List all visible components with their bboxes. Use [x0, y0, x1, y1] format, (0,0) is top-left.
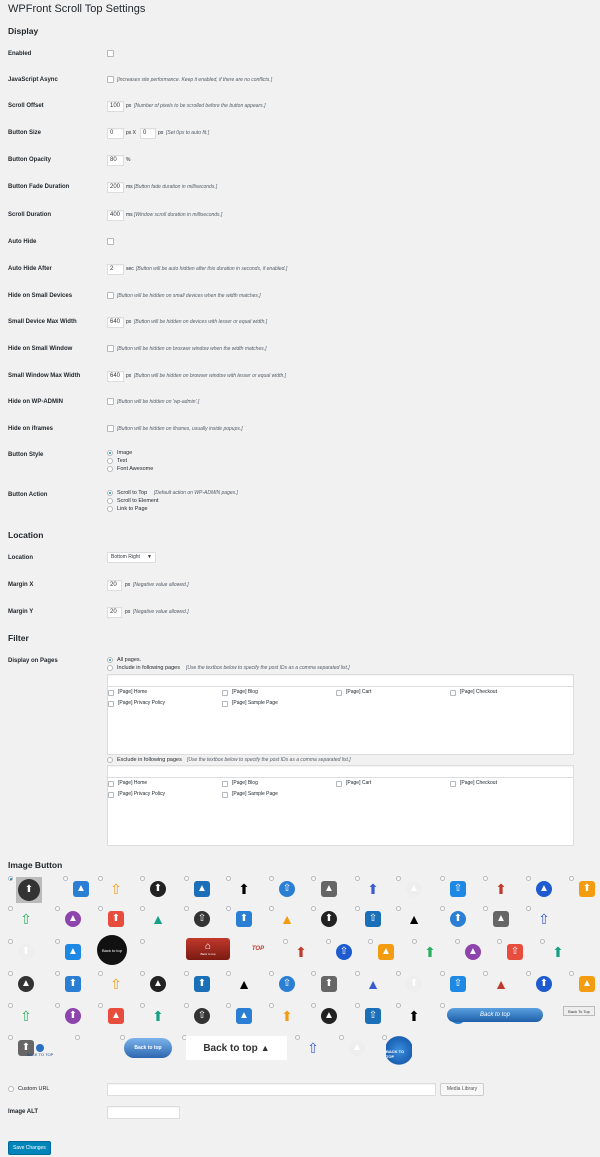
margin-y-hint: [Negative value allowed.] — [133, 609, 189, 615]
image-option-radio[interactable] — [326, 939, 331, 944]
section-filter: Filter — [8, 633, 29, 643]
exclude-sample-label: [Page] Sample Page — [232, 791, 278, 797]
arrow-up-icon[interactable]: ⬆ — [16, 942, 36, 962]
image-option-radio[interactable] — [396, 971, 401, 976]
image-option-radio[interactable] — [8, 1003, 13, 1008]
button-action-label: Button Action — [8, 492, 48, 498]
hide-iframes-hint: [Button will be hidden on iframes, usually inside popups.] — [117, 426, 243, 432]
hide-wpadmin-hint: [Button will be hidden on 'wp-admin'.] — [117, 399, 200, 405]
arrow-up-icon[interactable]: ⬆ — [16, 1038, 36, 1058]
arrow-up-icon[interactable]: ▲ — [63, 942, 83, 962]
image-option-radio[interactable] — [184, 971, 189, 976]
image-option-radio[interactable] — [8, 906, 13, 911]
hide-small-devices-label: Hide on Small Devices — [8, 293, 73, 299]
arrow-up-icon[interactable]: ▲ — [148, 974, 168, 994]
include-home-label: [Page] Home — [118, 689, 148, 695]
js-async-hint: [Increases site performance. Keep it enabled, if there are no conflicts.] — [117, 77, 273, 83]
arrow-up-icon[interactable]: ▲ — [280, 911, 294, 927]
arrow-up-icon[interactable]: ⬆ — [192, 974, 212, 994]
button-size-unit: px — [158, 130, 164, 136]
back-to-top-icon-text-label: BACK TO TOP — [26, 1051, 54, 1057]
button-style-text-radio[interactable] — [107, 458, 113, 464]
action-link-page-radio[interactable] — [107, 506, 113, 512]
arrow-up-icon[interactable]: ▲ — [534, 879, 554, 899]
small-device-width-hint: [Button will be hidden on devices with lesser or equal width.] — [134, 319, 268, 325]
arrow-up-icon[interactable]: ⇧ — [334, 942, 354, 962]
button-style-text-label: Text — [117, 458, 128, 464]
include-pages-radio[interactable] — [107, 665, 113, 671]
display-on-pages-label: Display on Pages — [8, 658, 58, 664]
image-option-radio[interactable] — [368, 939, 373, 944]
exclude-blog-checkbox[interactable] — [222, 781, 228, 787]
include-pages-label: Include in following pages — [117, 665, 180, 671]
triangle-up-icon: ▲ — [260, 1043, 270, 1053]
image-option-radio[interactable] — [483, 971, 488, 976]
image-option-radio[interactable] — [497, 939, 502, 944]
arrow-up-icon[interactable]: ▲ — [234, 1006, 254, 1026]
arrow-up-icon[interactable]: ⬆ — [404, 974, 424, 994]
arrow-up-icon[interactable]: ⇧ — [307, 1040, 319, 1056]
image-option-radio[interactable] — [569, 876, 574, 881]
back-to-top-blue-pill-label: Back to top — [134, 1045, 162, 1051]
image-option-radio[interactable] — [440, 906, 445, 911]
margin-x-unit: px — [125, 582, 131, 588]
back-to-top-black-circle-label: Back to top — [101, 947, 122, 953]
image-option-radio[interactable] — [140, 939, 145, 944]
all-pages-radio[interactable] — [107, 657, 113, 663]
js-async-label: JavaScript Async — [8, 77, 58, 83]
image-alt-input[interactable] — [107, 1106, 180, 1119]
arrow-up-icon[interactable]: ⇧ — [363, 909, 383, 929]
hide-small-devices-checkbox[interactable] — [107, 292, 114, 299]
hide-wpadmin-checkbox[interactable] — [107, 398, 114, 405]
top-label-text: TOP — [251, 946, 265, 952]
image-option-radio[interactable] — [440, 971, 445, 976]
small-device-width-label: Small Device Max Width — [8, 319, 77, 325]
arrow-up-icon[interactable]: ⇧ — [110, 881, 122, 897]
include-checkout-checkbox[interactable] — [450, 690, 456, 696]
arrow-up-icon[interactable]: ⇧ — [20, 1008, 32, 1024]
image-option-radio[interactable] — [269, 906, 274, 911]
image-option-radio[interactable] — [8, 1035, 13, 1040]
fade-duration-hint: [Button fade duration in milliseconds.] — [134, 184, 218, 190]
arrow-up-icon[interactable]: ▲ — [106, 1006, 126, 1026]
arrow-up-icon[interactable]: ▲ — [491, 909, 511, 929]
image-option-radio[interactable] — [440, 1003, 445, 1008]
arrow-up-icon[interactable]: ▲ — [192, 879, 212, 899]
back-to-top-small-image[interactable] — [563, 1006, 595, 1016]
include-blog-label: [Page] Blog — [232, 689, 258, 695]
back-to-top-pill-label: Back to top — [479, 1012, 511, 1018]
auto-hide-after-input[interactable]: 2 — [107, 264, 124, 275]
page-title: WPFront Scroll Top Settings — [8, 3, 146, 15]
image-option-radio[interactable] — [75, 1035, 80, 1040]
image-option-radio[interactable] — [396, 876, 401, 881]
arrow-up-icon[interactable]: ▲ — [151, 911, 165, 927]
exclude-checkout-label: [Page] Checkout — [460, 780, 497, 786]
arrow-up-icon[interactable]: ⬆ — [319, 909, 339, 929]
action-scroll-top-label: Scroll to Top — [117, 490, 148, 496]
exclude-pages-hint: [Use the textbox below to specify the post IDs as a comma separated list.] — [187, 757, 351, 763]
enabled-checkbox[interactable] — [107, 50, 114, 57]
scroll-offset-label: Scroll Offset — [8, 103, 44, 109]
house-icon: ⌂ — [204, 941, 212, 952]
image-option-radio[interactable] — [483, 876, 488, 881]
include-cart-checkbox[interactable] — [336, 690, 342, 696]
arrow-up-icon[interactable]: ⬆ — [295, 944, 307, 960]
arrow-up-icon[interactable]: ⬆ — [448, 909, 468, 929]
image-option-radio[interactable] — [226, 1003, 231, 1008]
exclude-home-label: [Page] Home — [118, 780, 148, 786]
include-privacy-checkbox[interactable] — [108, 701, 114, 707]
back-to-top-red-house-image[interactable] — [186, 938, 230, 960]
hide-small-window-hint: [Button will be hidden on broswer window when the width matches.] — [117, 346, 267, 352]
small-device-width-input[interactable]: 640 — [107, 317, 124, 328]
auto-hide-checkbox[interactable] — [107, 238, 114, 245]
arrow-up-icon[interactable]: ⬆ — [495, 881, 507, 897]
include-pages-hint: [Use the textbox below to specify the post IDs as a comma separated list.] — [186, 665, 350, 671]
back-to-top-small-label: Back To Top — [568, 1008, 590, 1014]
margin-x-input[interactable]: 20 — [107, 580, 122, 591]
exclude-blog-label: [Page] Blog — [232, 780, 258, 786]
button-style-fa-label: Font Awesome — [117, 466, 154, 472]
exclude-home-checkbox[interactable] — [108, 781, 114, 787]
margin-x-label: Margin X — [8, 582, 34, 588]
auto-hide-label: Auto Hide — [8, 239, 37, 245]
small-window-width-unit: px — [126, 373, 132, 379]
scroll-offset-input[interactable]: 100 — [107, 101, 124, 112]
arrow-up-icon[interactable]: ▲ — [71, 879, 91, 899]
include-sample-label: [Page] Sample Page — [232, 700, 278, 706]
fade-duration-input[interactable]: 200 — [107, 182, 124, 193]
image-option-radio[interactable] — [540, 939, 545, 944]
image-option-radio[interactable] — [269, 971, 274, 976]
scroll-duration-hint: [Window scroll duration in milliseconds.] — [134, 212, 223, 218]
arrow-up-icon[interactable]: ⬆ — [63, 974, 83, 994]
custom-url-label: Custom URL — [18, 1086, 50, 1092]
arrow-up-icon[interactable]: ⬆ — [63, 1006, 83, 1026]
arrow-up-icon[interactable]: ▲ — [494, 976, 508, 992]
arrow-up-icon[interactable]: ⇧ — [363, 1006, 383, 1026]
image-option-radio[interactable] — [184, 1003, 189, 1008]
image-option-radio[interactable] — [98, 971, 103, 976]
location-label: Location — [8, 555, 33, 561]
arrow-up-icon[interactable]: ⬆ — [281, 1008, 293, 1024]
arrow-up-icon[interactable]: ⇧ — [448, 879, 468, 899]
custom-url-input[interactable] — [107, 1083, 436, 1096]
arrow-up-icon[interactable]: ⬆ — [106, 909, 126, 929]
back-to-top-pill-image[interactable] — [447, 1008, 543, 1022]
arrow-up-icon[interactable]: ⬆ — [552, 944, 564, 960]
image-option-radio[interactable] — [55, 971, 60, 976]
button-size-hint: [Set 0px to auto fit.] — [166, 130, 210, 136]
action-link-page-label: Link to Page — [117, 506, 148, 512]
arrow-up-icon[interactable]: ⇧ — [20, 911, 32, 927]
arrow-up-icon[interactable]: ⬆ — [152, 1008, 164, 1024]
arrow-up-icon[interactable]: ⇧ — [538, 911, 550, 927]
image-option-radio[interactable] — [8, 971, 13, 976]
small-window-width-label: Small Window Max Width — [8, 373, 81, 379]
image-option-radio[interactable] — [483, 906, 488, 911]
arrow-up-icon[interactable]: ⬆ — [234, 909, 254, 929]
auto-hide-after-label: Auto Hide After — [8, 266, 52, 272]
arrow-up-icon[interactable]: ⇧ — [277, 879, 297, 899]
arrow-up-icon[interactable]: ▲ — [404, 879, 424, 899]
include-blog-checkbox[interactable] — [222, 690, 228, 696]
arrow-up-icon[interactable]: ▲ — [366, 976, 380, 992]
js-async-checkbox[interactable] — [107, 76, 114, 83]
fade-duration-unit: ms — [126, 184, 133, 190]
image-option-radio[interactable] — [311, 906, 316, 911]
arrow-up-icon[interactable]: ⇧ — [110, 976, 122, 992]
back-to-top-large-label: Back to top — [203, 1042, 258, 1054]
image-option-radio[interactable] — [355, 906, 360, 911]
image-option-radio[interactable] — [412, 939, 417, 944]
button-size-label: Button Size — [8, 130, 41, 136]
button-style-label: Button Style — [8, 452, 44, 458]
image-option-radio[interactable] — [311, 971, 316, 976]
image-option-radio[interactable] — [98, 906, 103, 911]
button-opacity-input[interactable]: 80 — [107, 155, 124, 166]
image-option-radio[interactable] — [269, 1003, 274, 1008]
exclude-checkout-checkbox[interactable] — [450, 781, 456, 787]
action-scroll-top-hint: [Default action on WP-ADMIN pages.] — [154, 490, 238, 496]
image-option-radio[interactable] — [569, 971, 574, 976]
button-style-image-radio[interactable] — [107, 450, 113, 456]
image-option-radio[interactable] — [396, 1003, 401, 1008]
button-width-input[interactable]: 0 — [107, 128, 124, 139]
small-device-width-unit: px — [126, 319, 132, 325]
image-option-radio[interactable] — [355, 876, 360, 881]
arrow-up-icon[interactable]: ▲ — [319, 879, 339, 899]
arrow-up-icon[interactable]: ▲ — [407, 911, 421, 927]
margin-x-hint: [Negative value allowed.] — [133, 582, 189, 588]
exclude-sample-checkbox[interactable] — [222, 792, 228, 798]
arrow-up-icon[interactable]: ⬆ — [148, 879, 168, 899]
image-option-radio[interactable] — [526, 906, 531, 911]
image-option-radio[interactable] — [55, 1003, 60, 1008]
back-to-top-icon-text-image[interactable] — [18, 1040, 62, 1060]
all-pages-label: All pages. — [117, 657, 142, 663]
action-scroll-top-radio[interactable] — [107, 490, 113, 496]
image-option-radio[interactable] — [226, 876, 231, 881]
image-option-radio[interactable] — [311, 1003, 316, 1008]
exclude-cart-checkbox[interactable] — [336, 781, 342, 787]
scroll-duration-label: Scroll Duration — [8, 212, 52, 218]
action-scroll-element-label: Scroll to Element — [117, 498, 159, 504]
back-to-top-blue-pill-image[interactable] — [124, 1038, 172, 1058]
button-size-unit-x: px X — [126, 130, 137, 136]
margin-y-unit: px — [125, 609, 131, 615]
button-style-fa-radio[interactable] — [107, 466, 113, 472]
arrow-up-icon[interactable]: ▲ — [63, 909, 83, 929]
arrow-up-icon[interactable]: ▲ — [237, 976, 251, 992]
arrow-up-icon[interactable]: ⬆ — [408, 1008, 420, 1024]
hide-small-window-label: Hide on Small Window — [8, 346, 73, 352]
image-option-radio[interactable] — [140, 876, 145, 881]
image-option-radio[interactable] — [98, 1003, 103, 1008]
arrow-up-icon[interactable]: ⇧ — [192, 1006, 212, 1026]
image-alt-label: Image ALT — [8, 1109, 39, 1115]
include-privacy-label: [Page] Privacy Policy — [118, 700, 165, 706]
exclude-privacy-checkbox[interactable] — [108, 792, 114, 798]
enabled-label: Enabled — [8, 51, 32, 57]
arrow-up-icon[interactable]: ⇧ — [448, 974, 468, 994]
arrow-up-icon[interactable]: ⬆ — [534, 974, 554, 994]
image-option-radio[interactable] — [63, 876, 68, 881]
fade-duration-label: Button Fade Duration — [8, 184, 70, 190]
image-option-radio[interactable] — [140, 1003, 145, 1008]
image-option-radio[interactable] — [8, 939, 13, 944]
back-to-top-red-house-label: Back to top — [200, 952, 216, 956]
image-option-radio[interactable] — [55, 939, 60, 944]
section-image-button: Image Button — [8, 860, 63, 870]
image-option-radio[interactable] — [455, 939, 460, 944]
back-to-top-black-circle-image[interactable] — [97, 935, 127, 965]
image-option-radio[interactable] — [396, 906, 401, 911]
image-option-radio[interactable] — [526, 876, 531, 881]
arrow-up-icon[interactable]: ⬆ — [577, 879, 597, 899]
arrow-up-icon[interactable]: ⬆ — [319, 974, 339, 994]
include-pages-list[interactable] — [107, 686, 574, 755]
image-option-radio[interactable] — [440, 876, 445, 881]
scroll-offset-unit: px — [126, 103, 132, 109]
arrow-up-icon[interactable]: ▲ — [347, 1038, 367, 1058]
image-option-radio[interactable] — [98, 876, 103, 881]
margin-y-input[interactable]: 20 — [107, 607, 122, 618]
location-select[interactable] — [107, 552, 156, 563]
auto-hide-after-unit: sec — [126, 266, 134, 272]
exclude-pages-label: Exclude in following pages — [117, 757, 182, 763]
image-option-radio[interactable] — [8, 876, 13, 881]
scroll-duration-unit: ms — [126, 212, 133, 218]
include-home-checkbox[interactable] — [108, 690, 114, 696]
image-option-radio[interactable] — [355, 1003, 360, 1008]
back-to-top-splash-label: BACK TO TOP — [386, 1049, 405, 1059]
image-option-radio[interactable] — [526, 971, 531, 976]
chevron-down-icon: ▼ — [147, 554, 152, 560]
include-sample-checkbox[interactable] — [222, 701, 228, 707]
arrow-up-icon[interactable]: ⬆ — [16, 877, 42, 903]
arrow-up-icon[interactable]: ▲ — [16, 974, 36, 994]
scroll-duration-input[interactable]: 400 — [107, 210, 124, 221]
auto-hide-after-hint: [Button will be auto hidden after this duration in seconds, if enabled.] — [136, 266, 288, 272]
button-opacity-label: Button Opacity — [8, 157, 51, 163]
hide-small-window-checkbox[interactable] — [107, 345, 114, 352]
back-to-top-splash-image[interactable] — [386, 1036, 412, 1072]
arrow-up-icon[interactable]: ▲ — [463, 942, 483, 962]
button-style-image-label: Image — [117, 450, 133, 456]
arrow-up-icon[interactable]: ▲ — [319, 1006, 339, 1026]
hide-small-devices-hint: [Button will be hidden on small devices when the width matches.] — [117, 293, 261, 299]
section-location: Location — [8, 530, 44, 540]
small-window-width-input[interactable]: 640 — [107, 371, 124, 382]
image-option-radio[interactable] — [226, 971, 231, 976]
small-window-width-hint: [Button will be hidden on browser window with lesser or equal width.] — [134, 373, 287, 379]
button-opacity-unit: % — [126, 157, 131, 163]
image-option-radio[interactable] — [295, 1035, 300, 1040]
margin-y-label: Margin Y — [8, 609, 34, 615]
location-select-value: Bottom Right — [111, 554, 140, 560]
arrow-up-icon[interactable]: ▲ — [376, 942, 396, 962]
image-option-radio[interactable] — [55, 906, 60, 911]
arrow-up-icon[interactable]: ⬆ — [238, 881, 250, 897]
include-checkout-label: [Page] Checkout — [460, 689, 497, 695]
include-cart-label: [Page] Cart — [346, 689, 372, 695]
back-to-top-large-text-image[interactable] — [186, 1036, 287, 1060]
image-option-radio[interactable] — [140, 971, 145, 976]
exclude-privacy-label: [Page] Privacy Policy — [118, 791, 165, 797]
arrow-up-icon[interactable]: ⬆ — [367, 881, 379, 897]
hide-wpadmin-label: Hide on WP-ADMIN — [8, 399, 63, 405]
custom-url-radio[interactable] — [8, 1086, 14, 1092]
exclude-cart-label: [Page] Cart — [346, 780, 372, 786]
image-option-radio[interactable] — [269, 876, 274, 881]
hide-iframes-label: Hide on iframes — [8, 426, 54, 432]
exclude-pages-list[interactable] — [107, 777, 574, 846]
section-display: Display — [8, 26, 39, 36]
image-option-radio[interactable] — [339, 1035, 344, 1040]
hide-iframes-checkbox[interactable] — [107, 425, 114, 432]
image-option-radio[interactable] — [140, 906, 145, 911]
action-scroll-element-radio[interactable] — [107, 498, 113, 504]
arrow-up-icon[interactable]: ▲ — [577, 974, 597, 994]
image-option-radio[interactable] — [283, 939, 288, 944]
image-option-radio[interactable] — [226, 906, 231, 911]
save-changes-button[interactable]: Save Changes — [8, 1141, 51, 1155]
image-option-radio[interactable] — [120, 1035, 125, 1040]
image-option-radio[interactable] — [184, 906, 189, 911]
arrow-up-icon[interactable]: ⇧ — [505, 942, 525, 962]
image-option-radio[interactable] — [311, 876, 316, 881]
button-height-input[interactable]: 0 — [140, 128, 156, 139]
top-label-image[interactable] — [246, 940, 270, 958]
arrow-up-icon[interactable]: ⬆ — [424, 944, 436, 960]
scroll-offset-hint: [Number of pixels to be scrolled before the button appears.] — [134, 103, 266, 109]
image-option-radio[interactable] — [355, 971, 360, 976]
arrow-up-icon[interactable]: ⇧ — [277, 974, 297, 994]
media-library-button[interactable]: Media Library — [440, 1083, 484, 1096]
image-option-radio[interactable] — [184, 876, 189, 881]
exclude-pages-radio[interactable] — [107, 757, 113, 763]
arrow-up-icon[interactable]: ⇧ — [192, 909, 212, 929]
